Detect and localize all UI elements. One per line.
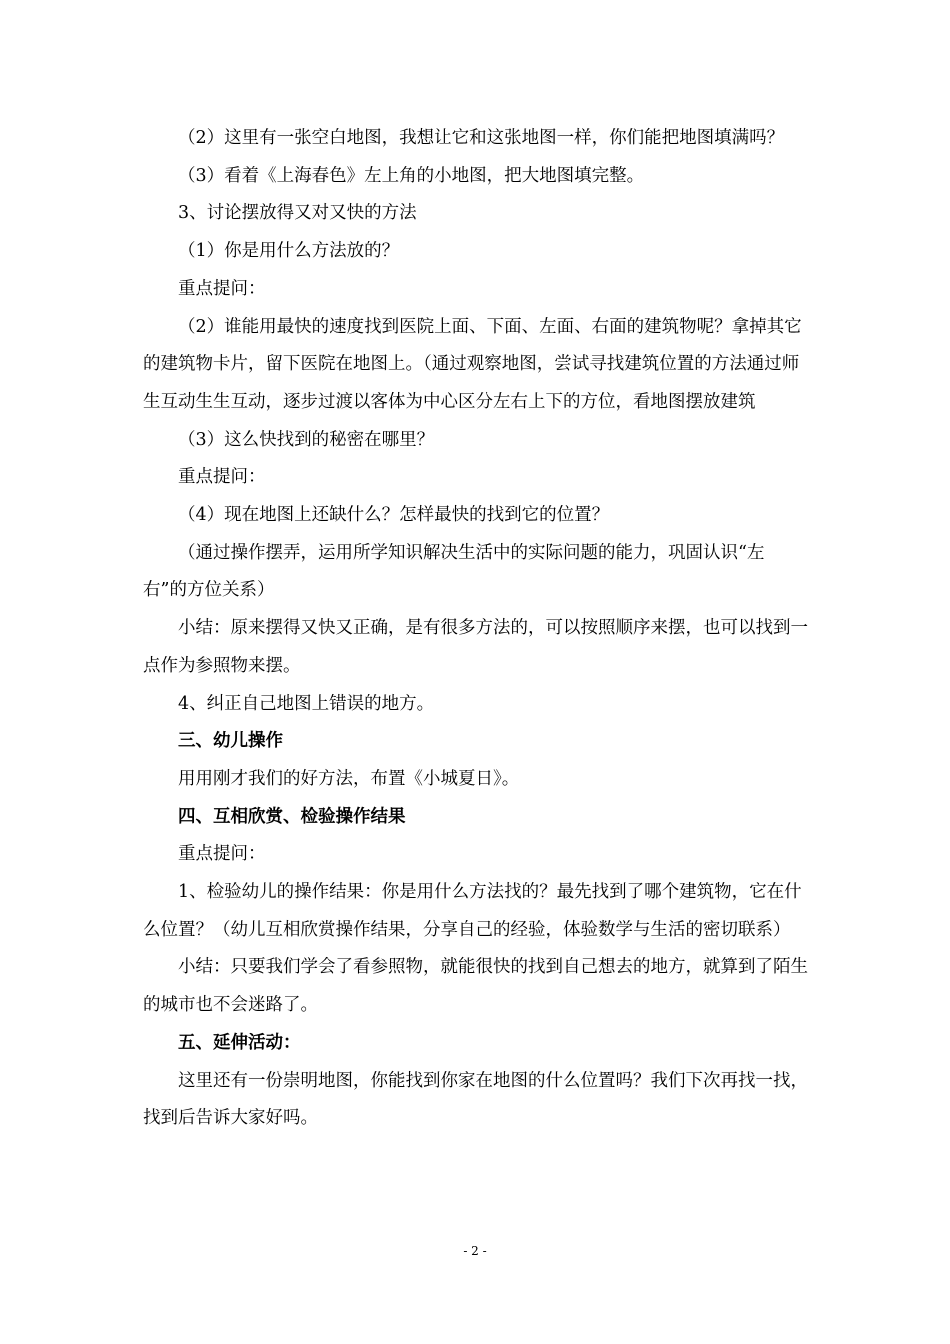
section-4-heading: 四、互相欣赏、检验操作结果 — [178, 806, 406, 827]
paragraph-check-results: 1、检验幼儿的操作结果：你是用什么方法找的？最先找到了哪个建筑物，它在什么位置？（幼儿互相欣赏操作结果，分享自己的经验，体验数学与生活的密切联系） — [143, 882, 802, 940]
paragraph-map-fill-question: （2）这里有一张空白地图，我想让它和这张地图一样，你们能把地图填满吗？ — [178, 128, 785, 148]
step-3-heading: 3、讨论摆放得又对又快的方法 — [178, 203, 417, 224]
step-4-heading: 4、纠正自己地图上错误的地方。 — [178, 693, 435, 714]
key-questions-label: 重点提问： — [178, 467, 266, 488]
paragraph-secret-question: （3）这么快找到的秘密在哪里？ — [178, 429, 435, 450]
section-5-heading: 五、延伸活动： — [178, 1032, 301, 1053]
paragraph-hospital-question: （2）谁能用最快的速度找到医院上面、下面、左面、右面的建筑物呢？拿掉其它的建筑物卡片，留下医院在地图上。（通过观察地图，尝试寻找建筑位置的方法通过师生互动生生互动，逐步过渡以客体为中心区分左右上下的方位，看地图摆放建筑 — [143, 316, 802, 412]
paragraph-small-map: （3）看着《上海春色》左上角的小地图，把大地图填完整。 — [178, 165, 645, 186]
key-questions-label: 重点提问： — [178, 844, 266, 865]
page-number: - 2 - — [463, 1244, 487, 1258]
paragraph-missing-question: （4）现在地图上还缺什么？怎样最快的找到它的位置？ — [178, 505, 610, 526]
paragraph-child-operation: 用用刚才我们的好方法，布置《小城夏日》。 — [178, 768, 520, 789]
paragraph-extension: 这里还有一份崇明地图，你能找到你家在地图的什么位置吗？我们下次再找一找，找到后告诉大家好吗。 — [143, 1070, 808, 1129]
paragraph-summary-1: 小结：原来摆得又快又正确，是有很多方法的，可以按照顺序来摆，也可以找到一点作为参照物来摆。 — [143, 618, 808, 676]
paragraph-summary-2: 小结：只要我们学会了看参照物，就能很快的找到自己想去的地方，就算到了陌生的城市也不会迷路了。 — [143, 957, 808, 1016]
section-3-heading: 三、幼儿操作 — [178, 731, 283, 752]
paragraph-operation-note: （通过操作摆弄，运用所学知识解决生活中的实际问题的能力，巩固认识“左右”的方位关系） — [143, 542, 765, 601]
paragraph-method-question: （1）你是用什么方法放的？ — [178, 241, 400, 262]
key-questions-label: 重点提问： — [178, 278, 266, 299]
document-body — [143, 120, 808, 1138]
